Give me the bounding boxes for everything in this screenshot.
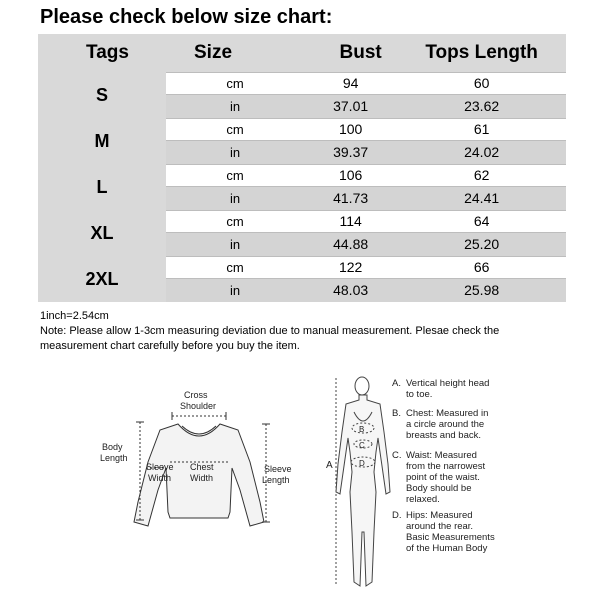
length-value: 62 bbox=[397, 164, 566, 186]
size-tag: L bbox=[38, 164, 166, 210]
body-figure-icon bbox=[336, 377, 390, 586]
table-row bbox=[38, 118, 566, 140]
legend-d-line1: Hips: Measured bbox=[406, 510, 473, 521]
deviation-note-line2: measurement chart carefully before you buy the item. bbox=[40, 340, 300, 352]
header-size: Size bbox=[194, 41, 233, 63]
size-chart-table bbox=[38, 34, 566, 302]
legend-d-line3: Basic Measurements bbox=[406, 532, 495, 543]
sleeve-width-label-1: Sleeve bbox=[146, 462, 174, 472]
conversion-note: 1inch=2.54cm bbox=[40, 310, 109, 322]
unit-cell: in bbox=[166, 140, 304, 164]
legend-b-line1: Chest: Measured in bbox=[406, 408, 489, 419]
bust-value: 114 bbox=[304, 210, 397, 232]
chest-width-label-1: Chest bbox=[190, 462, 214, 472]
bust-value: 44.88 bbox=[304, 232, 397, 256]
legend-c-line4: Body should be bbox=[406, 483, 472, 494]
sleeve-width-label-2: Width bbox=[148, 473, 172, 483]
size-tag: XL bbox=[38, 210, 166, 256]
header-tags: Tags bbox=[86, 42, 129, 63]
length-value: 61 bbox=[397, 118, 566, 140]
bust-value: 37.01 bbox=[304, 94, 397, 118]
unit-cell: cm bbox=[166, 72, 304, 94]
table-row bbox=[38, 210, 566, 232]
bust-value: 94 bbox=[304, 72, 397, 94]
unit-cell: in bbox=[166, 186, 304, 210]
marker-a: A bbox=[326, 460, 333, 471]
header-bust: Bust bbox=[339, 41, 382, 63]
length-value: 23.62 bbox=[397, 94, 566, 118]
chest-width-label-2: Width bbox=[190, 473, 214, 483]
bust-value: 48.03 bbox=[304, 278, 397, 302]
bust-value: 100 bbox=[304, 118, 397, 140]
legend-d-line2: around the rear. bbox=[406, 521, 474, 532]
unit-cell: cm bbox=[166, 210, 304, 232]
notes-block bbox=[40, 309, 560, 354]
legend-d-letter: D. bbox=[392, 510, 402, 521]
legend-b-line2: a circle around the bbox=[406, 419, 485, 430]
unit-cell: cm bbox=[166, 164, 304, 186]
length-value: 64 bbox=[397, 210, 566, 232]
deviation-note-line1: Note: Please allow 1-3cm measuring deviation due to manual measurement. Plesae check the bbox=[40, 325, 500, 337]
legend-b-line3: breasts and back. bbox=[406, 430, 481, 441]
legend-a-line2: to toe. bbox=[406, 389, 433, 400]
bust-value: 39.37 bbox=[304, 140, 397, 164]
bust-value: 122 bbox=[304, 256, 397, 278]
measurement-diagram bbox=[100, 372, 520, 598]
table-row bbox=[38, 72, 566, 94]
legend-c-line5: relaxed. bbox=[406, 494, 440, 505]
legend-d-line4: of the Human Body bbox=[406, 543, 488, 554]
cross-shoulder-label-1: Cross bbox=[184, 390, 208, 400]
legend-a-letter: A. bbox=[392, 378, 401, 389]
marker-b: B bbox=[359, 425, 365, 434]
length-value: 25.20 bbox=[397, 232, 566, 256]
size-tag: M bbox=[38, 118, 166, 164]
legend-b-letter: B. bbox=[392, 408, 401, 419]
legend-c-letter: C. bbox=[392, 450, 402, 461]
legend-c-line2: from the narrowest bbox=[406, 461, 486, 472]
bust-value: 106 bbox=[304, 164, 397, 186]
size-tag: 2XL bbox=[38, 256, 166, 302]
marker-c: C bbox=[359, 441, 365, 450]
unit-cell: in bbox=[166, 278, 304, 302]
table-header-row bbox=[38, 34, 566, 72]
body-length-label-2: Length bbox=[100, 453, 128, 463]
body-length-label-1: Body bbox=[102, 442, 123, 452]
legend-a-line1: Vertical height head bbox=[406, 378, 490, 389]
marker-d: D bbox=[359, 459, 365, 468]
length-value: 60 bbox=[397, 72, 566, 94]
legend-c-line1: Waist: Measured bbox=[406, 450, 477, 461]
length-value: 66 bbox=[397, 256, 566, 278]
length-value: 24.41 bbox=[397, 186, 566, 210]
unit-cell: in bbox=[166, 94, 304, 118]
measurement-legend bbox=[392, 378, 495, 554]
cross-shoulder-label-2: Shoulder bbox=[180, 401, 217, 411]
legend-c-line3: point of the waist. bbox=[406, 472, 480, 483]
bust-value: 41.73 bbox=[304, 186, 397, 210]
length-value: 25.98 bbox=[397, 278, 566, 302]
table-row bbox=[38, 256, 566, 278]
length-value: 24.02 bbox=[397, 140, 566, 164]
unit-cell: cm bbox=[166, 118, 304, 140]
unit-cell: in bbox=[166, 232, 304, 256]
header-tops-length: Tops Length bbox=[425, 41, 538, 63]
sleeve-length-label-1: Sleeve bbox=[264, 464, 292, 474]
page-title: Please check below size chart: bbox=[40, 6, 333, 28]
unit-cell: cm bbox=[166, 256, 304, 278]
sleeve-length-label-2: Length bbox=[262, 475, 290, 485]
table-row bbox=[38, 164, 566, 186]
size-tag: S bbox=[38, 72, 166, 118]
